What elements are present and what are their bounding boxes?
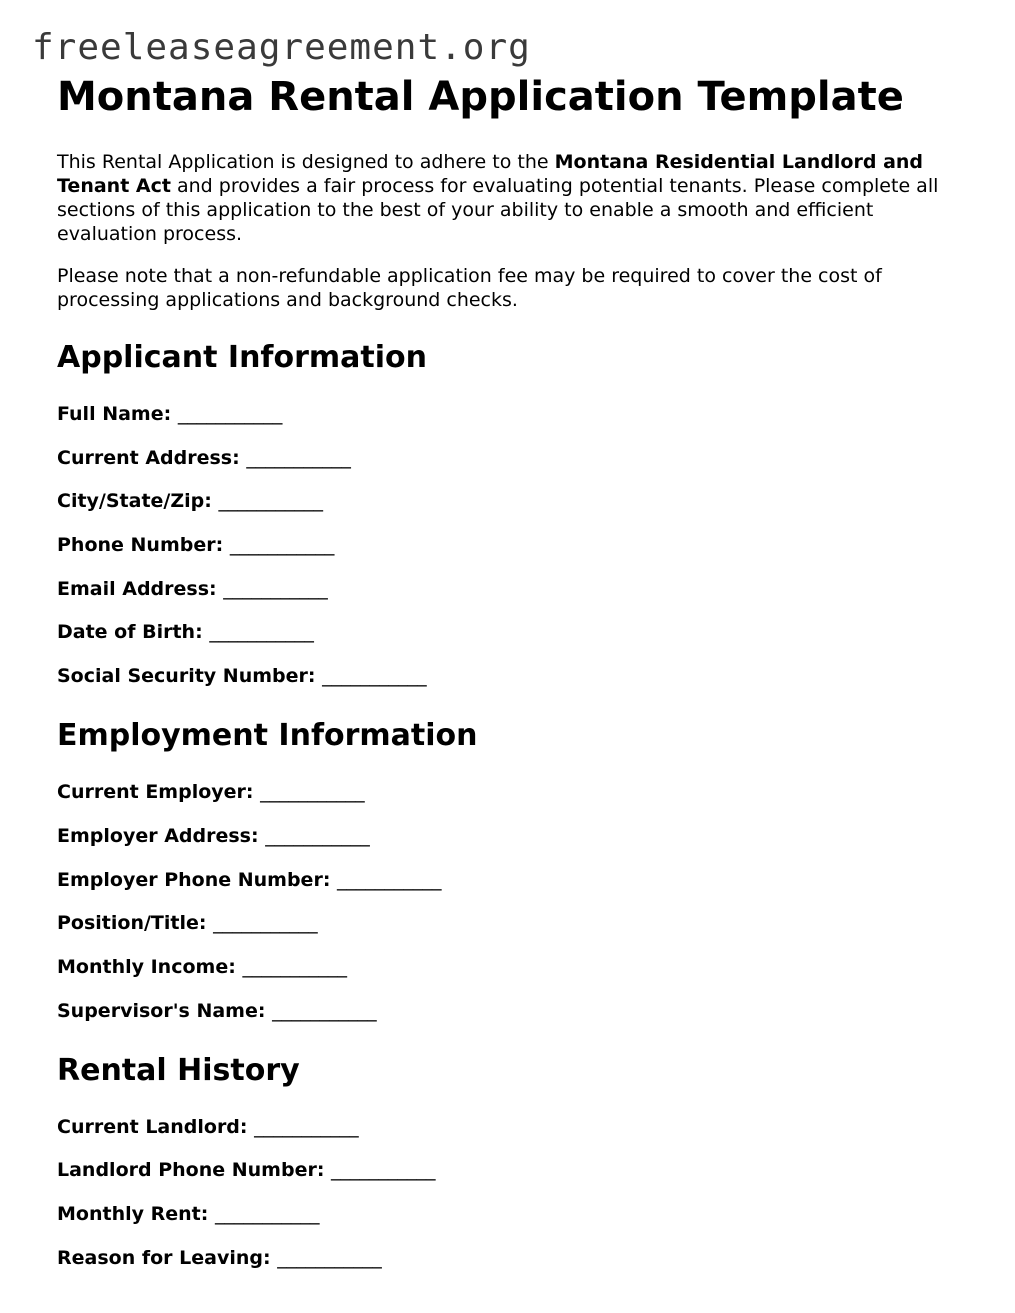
- field-label: Monthly Income:: [57, 955, 236, 978]
- field-monthly-income: [57, 955, 967, 979]
- field-position-title: [57, 911, 967, 935]
- field-email-address: [57, 577, 967, 601]
- field-label: Employer Address:: [57, 824, 259, 847]
- field-social-security-number: [57, 664, 967, 688]
- field-label: Monthly Rent:: [57, 1202, 209, 1225]
- field-blank[interactable]: ___________: [213, 912, 318, 935]
- field-label: Position/Title:: [57, 912, 207, 935]
- field-label: Social Security Number:: [57, 665, 316, 688]
- field-supervisor-name: [57, 999, 967, 1023]
- intro-text-1: This Rental Application is designed to adhere to the: [57, 151, 555, 173]
- field-blank[interactable]: ___________: [265, 824, 370, 847]
- field-current-employer: [57, 780, 967, 804]
- field-label: Current Address:: [57, 446, 240, 469]
- field-blank[interactable]: ___________: [242, 955, 347, 978]
- field-full-name: [57, 402, 967, 426]
- section-heading: Rental History: [57, 1052, 300, 1088]
- field-blank[interactable]: ___________: [209, 621, 314, 644]
- field-label: Employer Phone Number:: [57, 868, 331, 891]
- field-blank[interactable]: ___________: [223, 577, 328, 600]
- field-label: Current Landlord:: [57, 1115, 248, 1138]
- field-reason-for-leaving: [57, 1246, 967, 1270]
- field-label: Date of Birth:: [57, 621, 203, 644]
- field-monthly-rent: [57, 1202, 967, 1226]
- field-blank[interactable]: ___________: [214, 1202, 320, 1225]
- field-label: City/State/Zip:: [57, 490, 212, 513]
- section-employment-information: [57, 718, 967, 1022]
- field-blank[interactable]: ___________: [229, 534, 335, 557]
- intro-act-name: Montana Residential Landlord and Tenant Act: [57, 151, 924, 197]
- field-blank[interactable]: ___________: [331, 1159, 436, 1182]
- field-date-of-birth: [57, 620, 967, 644]
- intro-text-2: and provides a fair process for evaluating potential tenants. Please complete all sections of this application to the best of your ability to enable a smooth and efficient evaluation process.: [57, 175, 939, 245]
- field-employer-phone-number: [57, 868, 967, 892]
- field-label: Full Name:: [57, 403, 172, 425]
- field-blank[interactable]: ___________: [177, 403, 283, 425]
- field-blank[interactable]: ___________: [277, 1246, 382, 1269]
- field-blank[interactable]: ___________: [254, 1115, 359, 1138]
- field-blank[interactable]: ___________: [218, 490, 323, 513]
- field-current-address: [57, 446, 967, 470]
- field-phone-number: [57, 533, 967, 557]
- fee-note-paragraph: Please note that a non-refundable application fee may be required to cover the cost of processing applications and background checks.: [57, 265, 882, 311]
- section-rental-history: [57, 1053, 967, 1270]
- section-heading: Applicant Information: [57, 340, 427, 375]
- field-landlord-phone-number: [57, 1158, 967, 1182]
- field-label: Email Address:: [57, 577, 217, 600]
- field-blank[interactable]: ___________: [322, 665, 427, 688]
- field-city-state-zip: [57, 489, 967, 513]
- section-applicant-information: [57, 340, 967, 688]
- field-current-landlord: [57, 1115, 967, 1139]
- page-title: Montana Rental Application Template: [57, 74, 904, 120]
- field-blank[interactable]: ___________: [272, 999, 377, 1022]
- intro-paragraph: [57, 150, 967, 246]
- section-heading: Employment Information: [57, 718, 478, 754]
- field-employer-address: [57, 824, 967, 848]
- field-label: Current Employer:: [57, 781, 254, 804]
- field-label: Phone Number:: [57, 534, 224, 557]
- document-body: [57, 74, 967, 1270]
- field-label: Supervisor's Name:: [57, 999, 266, 1022]
- field-label: Landlord Phone Number:: [57, 1159, 325, 1182]
- field-label: Reason for Leaving:: [57, 1246, 271, 1269]
- watermark-text: freeleaseagreement.org: [32, 27, 531, 68]
- field-blank[interactable]: ___________: [260, 781, 365, 804]
- field-blank[interactable]: ___________: [246, 446, 351, 469]
- field-blank[interactable]: ___________: [337, 868, 442, 891]
